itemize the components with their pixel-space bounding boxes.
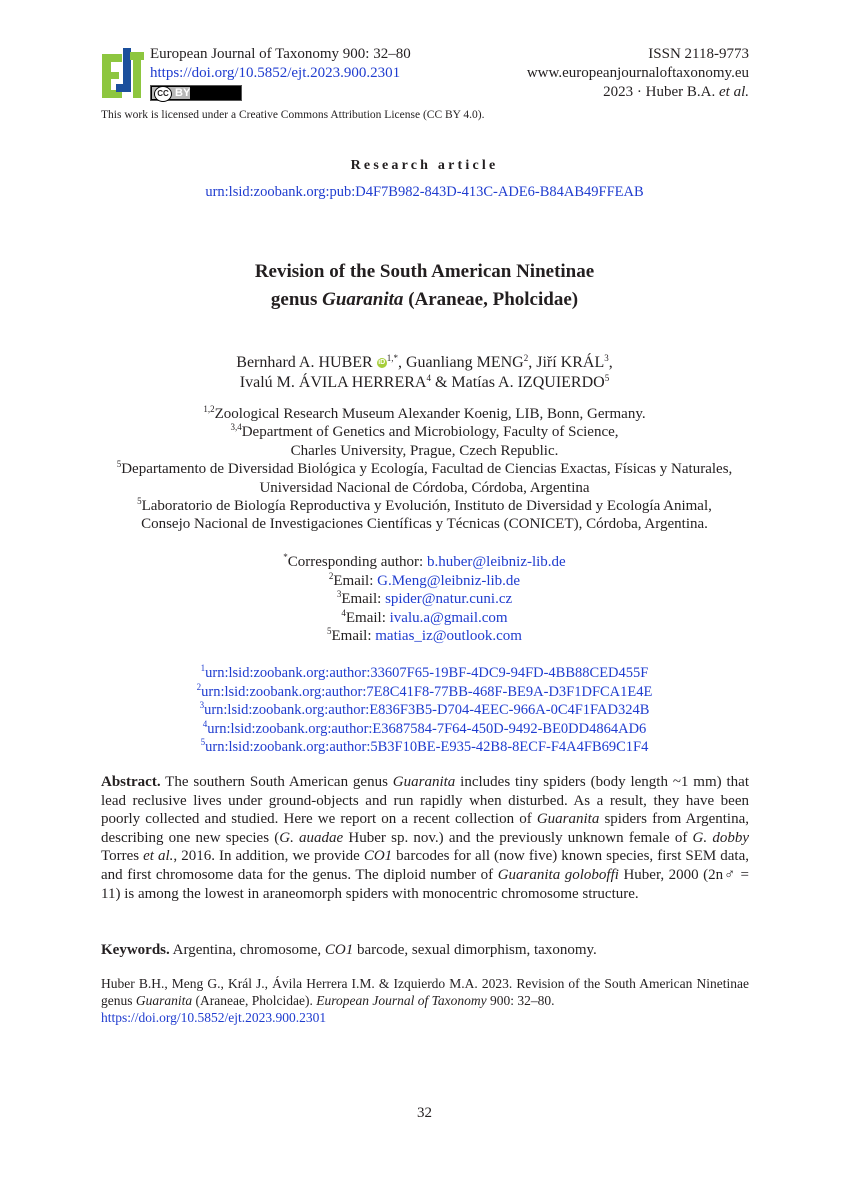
- author-urn-link[interactable]: urn:lsid:zoobank.org:author:7E8C41F8-77BB-468F-BE9A-D3F1DFCA1E4E: [201, 683, 653, 700]
- journal-website: www.europeanjournaloftaxonomy.eu: [526, 65, 749, 81]
- title-line-1: Revision of the South American Ninetinae: [254, 261, 595, 282]
- email-link[interactable]: G.Meng@leibniz-lib.de: [377, 572, 521, 589]
- author-name: Bernhard A. HUBER: [236, 354, 373, 371]
- author-list: Bernhard A. HUBER iD $^{1,*}$, Guanliang MENG$^2$, Jiří KRÁL$^3$, Ivalú M. ÁVILA HERRERA$^4$ & Matías A. IZQUIERDO$^5$: [236, 353, 613, 391]
- ejt-logo: [101, 46, 145, 100]
- header-right: [527, 45, 749, 102]
- author-name: Ivalú M. ÁVILA HERRERA: [239, 374, 427, 391]
- citation-doi-link[interactable]: https://doi.org/10.5852/ejt.2023.900.2301: [101, 1010, 327, 1026]
- author-urn-link[interactable]: urn:lsid:zoobank.org:author:5B3F10BE-E935-42B8-8ECF-F4A4FB69C1F4: [205, 739, 649, 756]
- author-urn-link[interactable]: urn:lsid:zoobank.org:author:E836F3B5-D704-4EEC-966A-0C4F1FAD324B: [204, 702, 650, 719]
- orcid-icon[interactable]: iD: [378, 359, 386, 366]
- email-link[interactable]: ivalu.a@gmail.com: [389, 609, 508, 626]
- title-line-2: genus Guaranita (Araneae, Pholcidae): [270, 289, 579, 310]
- keywords: Keywords. Argentina, chromosome, CO1 barcode, sexual dimorphism, taxonomy.: [101, 942, 597, 958]
- affiliation-line: Charles University, Prague, Czech Republic.: [290, 442, 559, 459]
- year-authors: 2023 · Huber B.A. et al.: [603, 84, 749, 100]
- affiliations: [0, 405, 849, 534]
- author-name: , Guanliang MENG: [397, 354, 524, 371]
- affiliation-line: Consejo Nacional de Investigaciones Científicas y Técnicas (CONICET), Córdoba, Argentina.: [141, 516, 708, 533]
- email-line: $^2$Email: G.Meng@leibniz-lib.de: [328, 570, 521, 589]
- author-name: , Jiří KRÁL: [528, 354, 605, 371]
- abstract: Abstract. The southern South American genus Guaranita includes tiny spiders (body length ~1 mm) that lead reclusive lives under ground-objects and run rapidly when disturbed. As a result, they have been poorly collected and studied. Here we report on a recent collection of Guaranita spiders from Argentina, describing one new species (G. auadae Huber sp. nov.) and the previously unknown female of G. dobby Torres et al., 2016. In addition, we provide CO1 barcodes for all (now five) known species, first SEM data, and first chromosome data for the genus. The diploid number of Guaranita goloboffi Huber, 2000 (2n♂ = 11) is among the lowest in araneomorph spiders with monocentric chromosome structure.: [101, 774, 750, 902]
- author-urn-list: $^1$urn:lsid:zoobank.org:author:33607F65-19BF-4DC9-94FD-4BB88CED455F $^2$urn:lsid:zoobank.org:author:7E8C41F8-77BB-468F-BE9A-D3F1DFCA1E4E $^3$urn:lsid:zoobank.org:author:E836F3B5-D704-4EEC-966A-0C4F1FAD324B $^4$urn:lsid:zoobank.org:author:E3687584-7F64-450D-9492-BE0DD4864AD6 $^5$urn:lsid:zoobank.org:author:5B3F10BE-E935-42B8-8ECF-F4A4FB69C1F4: [196, 663, 653, 756]
- citation: Huber B.H., Meng G., Král J., Ávila Herrera I.M. & Izquierdo M.A. 2023. Revision of the South American Ninetinae genus Guaranita (Araneae, Pholcidae). European Journal of Taxonomy 900: 32–80. https://doi.org/10.5852/ejt.2023.900.2301: [101, 976, 749, 1026]
- header-left: [150, 45, 411, 107]
- email-line: $^4$Email: ivalu.a@gmail.com: [341, 607, 508, 626]
- cc-by-badge[interactable]: [150, 85, 242, 101]
- affiliation-line: $^5$Laboratorio de Biología Reproductiva y Evolución, Instituto de Diversidad y Ecología Animal,: [137, 496, 712, 515]
- affiliation-line: $^{1,2}$Zoological Research Museum Alexander Koenig, LIB, Bonn, Germany.: [203, 404, 646, 422]
- author-urn-link[interactable]: urn:lsid:zoobank.org:author:33607F65-19BF-4DC9-94FD-4BB88CED455F: [205, 665, 649, 681]
- email-link[interactable]: spider@natur.cuni.cz: [385, 591, 513, 608]
- email-line: *Corresponding author: b.huber@leibniz-lib.de: [283, 552, 566, 570]
- cc-by-label: BY: [175, 87, 191, 99]
- author-urn-link[interactable]: urn:lsid:zoobank.org:author:E3687584-7F64-450D-9492-BE0DD4864AD6: [207, 720, 647, 737]
- page-number: 32: [417, 1105, 432, 1121]
- ejt-logo-icon: [101, 46, 145, 100]
- email-link[interactable]: matias_iz@outlook.com: [375, 628, 522, 645]
- author-name: & Matías A. IZQUIERDO: [430, 374, 605, 391]
- email-list: [0, 553, 849, 646]
- cc-icon: CC: [154, 86, 172, 102]
- journal-line: European Journal of Taxonomy 900: 32–80: [150, 46, 411, 62]
- article-title: [0, 258, 849, 314]
- email-line: $^5$Email: matias_iz@outlook.com: [327, 626, 522, 645]
- article-type: Research article: [350, 158, 499, 173]
- issn: ISSN 2118-9773: [648, 46, 749, 62]
- email-line: $^3$Email: spider@natur.cuni.cz: [336, 589, 513, 608]
- affiliation-line: $^{3,4}$Department of Genetics and Microbiology, Faculty of Science,: [230, 422, 619, 441]
- zoobank-pub-link[interactable]: urn:lsid:zoobank.org:pub:D4F7B982-843D-413C-ADE6-B84AB49FFEAB: [205, 184, 644, 200]
- doi-link[interactable]: https://doi.org/10.5852/ejt.2023.900.2301: [150, 65, 401, 81]
- email-link[interactable]: b.huber@leibniz-lib.de: [426, 554, 566, 570]
- affiliation-line: $^5$Departamento de Diversidad Biológica y Ecología, Facultad de Ciencias Exactas, Físicas y Naturales,: [116, 459, 733, 478]
- affiliation-line: Universidad Nacional de Córdoba, Córdoba, Argentina: [259, 479, 590, 496]
- license-note: This work is licensed under a Creative Commons Attribution License (CC BY 4.0).: [101, 109, 485, 121]
